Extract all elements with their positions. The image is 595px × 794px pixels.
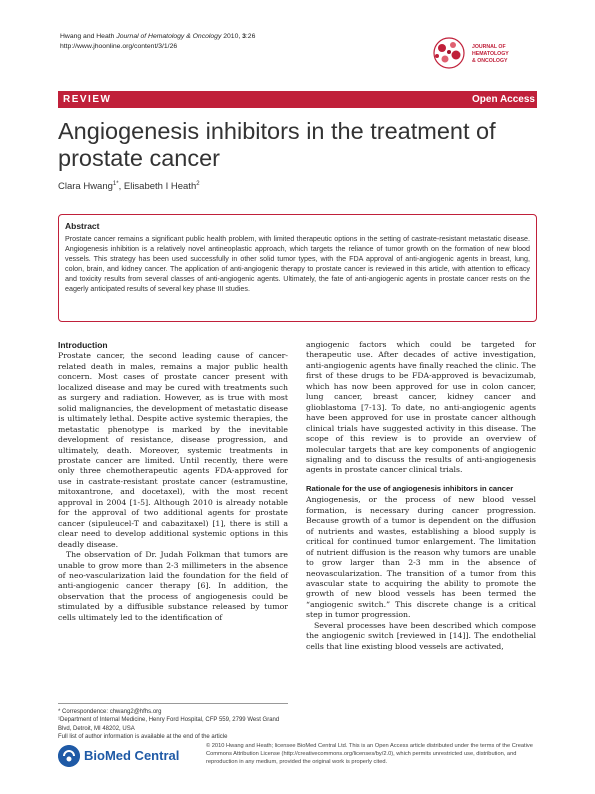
- section-heading: Introduction: [58, 340, 108, 350]
- author-list: [58, 181, 200, 192]
- body-paragraph: angiogenic factors which could be targeted for therapeutic use. After decades of active investigation, anti-angiogenic agents have finally reached the clinic. The first of these drugs to be FDA-approved is bevacizumab, which has now been approved for use in colon cancer, lung cancer, breast cancer, kidney cancer and glioblastoma [7-13]. To date, no anti-angiogenic agents have been approved for use in prostate cancer although clinical trials have suggested activity in this disease. The scope of this review is to provide an overview of molecular targets that are key components of angiogenic signaling and to discuss the results of anti-angiogenesis agents in prostate cancer clinical trials.: [306, 340, 536, 475]
- body-paragraph: Angiogenesis, or the process of new blood vessel formation, is necessary during cancer progression. Because growth of a tumor is dependent on the diffusion of nutrients and wastes, establishing a blood supply is critical for continued tumor enlargement. The limitation of nutrient diffusion is the reason why tumors are unable to grow larger than 2-3 mm in the absence of neovascularization. The transition of a tumor from this avascular state to acquiring the ability to promote the growth of new blood vessels has been termed the “angiogenic switch.” This discrete change is a critical step in tumor progression.: [306, 495, 536, 620]
- body-paragraph: Several processes have been described which compose the angiogenic switch [reviewed in [14]]. The endothelial cells that line existing blood vessels are activated,: [306, 620, 536, 651]
- body-paragraph: The observation of Dr. Judah Folkman that tumors are unable to grow more than 2-3 millimeters in the absence of neo-vascularization laid the foundation for the field of anti-angiogenic cancer therapy [6]. In addition, the observation that the process of angiogenesis could be stimulated by a diffusible substance released by tumor cells ultimately led to the identification of: [58, 550, 288, 622]
- journal-logo-line2: & ONCOLOGY: [472, 58, 508, 64]
- license-statement: © 2010 Hwang and Heath; licensee BioMed Central Ltd. This is an Open Access article distributed under the terms of the Creative Commons Attribution License (http://creativecommons.org/licenses/by/2.0), which permits unrestricted use, distribution, and reproduction in any medium, provided the original work is properly cited.: [206, 743, 533, 766]
- abstract-heading: Abstract: [65, 221, 100, 231]
- citation-volume: 3: [242, 33, 246, 40]
- citation-issue: :26: [245, 33, 256, 40]
- article-title: Angiogenesis inhibitors in the treatment of prostate cancer: [58, 118, 496, 171]
- citation-year: 2010,: [221, 33, 243, 40]
- journal-name: Journal of Hematology & Oncology: [116, 33, 222, 40]
- article-url[interactable]: http://www.jhoonline.org/content/3/1/26: [60, 43, 178, 50]
- running-header: [60, 32, 255, 52]
- open-access-label: Open Access: [472, 94, 535, 105]
- correspondence-note[interactable]: * Correspondence: chwang2@hfhs.org: [58, 709, 162, 715]
- article-type-label: REVIEW: [63, 94, 112, 105]
- body-paragraph: Prostate cancer, the second leading cause of cancer-related death in males, remains a major public health concern. Most cases of prostate cancer present with localized disease and may be cured with treatments such as surgery and radiation. However, as is true with most solid malignancies, the development of metastatic disease is ultimately lethal. Despite active systemic therapies, the metastatic phenotype is marked by the inevitable development of resistance, disease progression, and ultimately, death. Moreover, systemic treatments in prostate cancer are limited. Until recently, there were only three chemotherapeutic agents FDA-approved for use in castrate-resistant prostate cancer (estramustine, mitoxantrone, and docetaxel), with the most recent approval in 2004 [1-5]. Although 2010 is already notable for the approval of two additional agents for prostate cancer (sipuleucel-T and cabazitaxel) [1], there is still a clear need to develop additional systemic options in this deadly disease.: [58, 351, 288, 549]
- subsection-heading: Rationale for the use of angiogenesis inhibitors in cancer: [306, 483, 514, 493]
- citation-line: [60, 32, 255, 42]
- author-separator: ,: [118, 181, 124, 193]
- affiliation-note: ¹Department of Internal Medicine, Henry Ford Hospital, CFP 559, 2799 West Grand Blvd, Detroit, MI 48202, USA: [58, 717, 280, 732]
- publisher-logo-text: BioMed Central: [84, 748, 180, 763]
- article-type-banner: [58, 91, 537, 108]
- abstract-text: Prostate cancer remains a significant public health problem, with limited therapeutic options in the setting of castrate-resistant metastatic disease. Angiogenesis inhibition is a relatively novel antineoplastic approach, which targets the reliance of tumor growth on the formation of new blood vessels. This strategy has been used successfully in other solid tumor types, with the FDA approval of anti-angiogenic agents in breast, lung, colon, brain, and kidney cancer. The application of anti-angiogenic therapy to prostate cancer is reviewed in this article, with attention to efficacy and toxicity results from several classes of anti-angiogenic agents. Ultimately, the fate of anti-angiogenic agents in prostate cancer rests on the eagerly anticipated results of several key phase III studies.: [65, 235, 530, 294]
- author-info-note: Full list of author information is available at the end of the article: [58, 733, 228, 740]
- author-affiliation-mark: 1*: [112, 181, 119, 187]
- biomed-central-icon: [58, 745, 80, 767]
- author-affiliation-mark: 2: [196, 181, 200, 187]
- author-name[interactable]: Clara Hwang: [58, 181, 113, 193]
- author-name[interactable]: Elisabeth I Heath: [123, 181, 197, 193]
- journal-logo-text: [472, 44, 542, 65]
- body-column-right: [306, 340, 536, 652]
- abstract-box: [58, 214, 537, 322]
- footnote: [58, 703, 288, 741]
- journal-logo-icon: [428, 36, 470, 70]
- journal-logo-line1: JOURNAL OF HEMATOLOGY: [472, 44, 509, 57]
- body-column-left: [58, 340, 288, 623]
- publisher-logo: [58, 743, 198, 769]
- citation-authors: Hwang and Heath: [60, 33, 117, 40]
